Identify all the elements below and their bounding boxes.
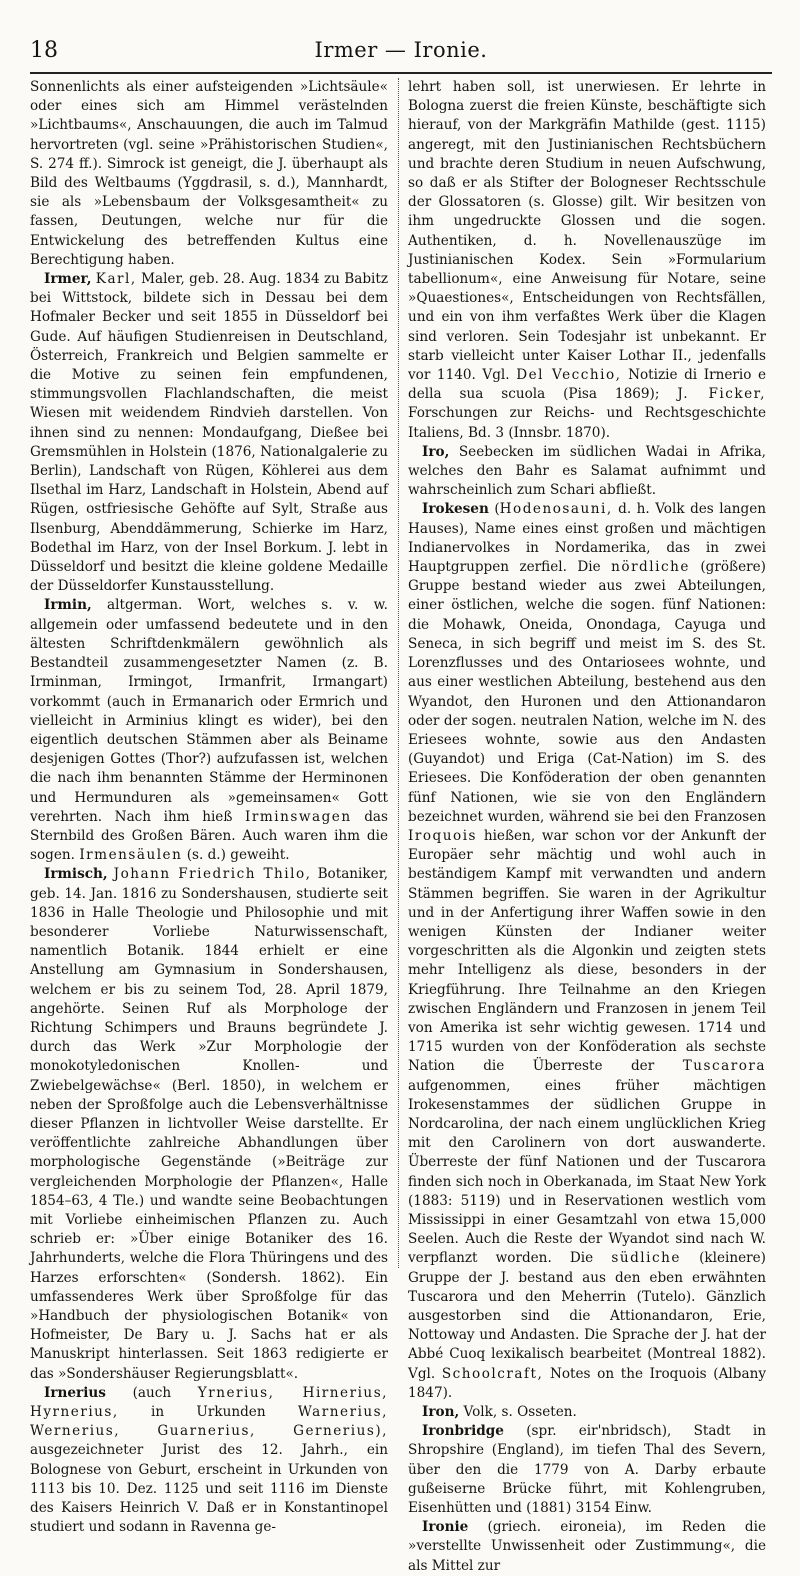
entry-continuation: Sonnenlichts als einer aufsteigenden »Lichtsäule« oder eines sich am Himmel verästelnden »Lichtbaums«, Anschauungen, die auch im Talmud hervortreten (vgl. seine »Prähistorischen Studien«, S. 274 ff.). Simrock ist geneigt, die J. überhaupt als Bild des Weltbaums (Yggdrasil, s. d.), Mannhardt, sie als »Lebensbaum der Volksgesamtheit« zu fassen, Deutungen, welche nur für die Entwickelung des betreffenden Kultus eine Berechtigung haben.	[30, 79, 388, 268]
right-column	[408, 78, 767, 1574]
headword: Irmisch,	[44, 866, 108, 883]
entry-irmer: Irmer, Karl, Maler, geb. 28. Aug. 1834 zu Babitz bei Wittstock, bildete sich in Dessau bei dem Hofmaler Becker und seit 1855 in Düsseldorf bei Gude. Auf häufigen Studienreisen in Deutschland, Österreich, Frankreich und Belgien sammelte er die Motive zu seinen fein empfundenen, stimmungsvollen Flachlandschaften, die meist Wiesen mit weidendem Rindvieh darstellen. Von ihnen sind zu nennen: Mondaufgang, Dießee bei Gremsmühlen in Holstein (1876, Nationalgalerie zu Berlin), Landschaft von Rügen, Köhlerei aus dem Ilsethal im Harz, Landschaft in Holstein, Abend auf Rügen, ostfriesische Gehöfte auf Sylt, Straße aus Ilsenburg, Abenddämmerung, Schierke im Harz, Bodethal im Harz, von der Insel Borkum. J. lebt in Düsseldorf und besitzt die kleine goldene Medaille der Düsseldorfer Kunstausstellung.	[30, 271, 388, 595]
entry-irnerius: Irnerius (auch Yrnerius, Hirnerius, Hyrnerius, in Urkunden Warnerius, Wernerius, Guarnerius, Gernerius), ausgezeichneter Jurist des 12. Jahrh., ein Bolognese von Geburt, erscheint in Urkunden von 1113 bis 10. Dez. 1125 und seit 1116 im Dienste des Kaisers Heinrich V. Daß er in Konstantinopel studiert und sodann in Ravenna ge-	[30, 1384, 388, 1536]
headword: Irmer,	[44, 271, 92, 288]
page-number: 18	[30, 38, 58, 63]
entry-iron: Iron, Volk, s. Osseten.	[422, 1404, 577, 1421]
headword: Iron,	[422, 1404, 460, 1421]
headword: Iro,	[422, 443, 450, 460]
running-title: Irmer — Ironie.	[314, 38, 488, 62]
header-rule	[30, 72, 772, 74]
entry-irmisch: Irmisch, Johann Friedrich Thilo, Botaniker, geb. 14. Jan. 1816 zu Sondershausen, studierte seit 1836 in Halle Theologie und Philosophie und mit besonderer Vorliebe Naturwissenschaft, namentlich Botanik. 1844 erhielt er eine Anstellung am Gymnasium in Sondershausen, welchem er bis zu seinem Tod, 28. April 1879, angehörte. Seinen Ruf als Morphologe der Richtung Schimpers und Brauns begründete J. durch das Werk »Zur Morphologie der monokotyledonischen Knollen- und Zwiebelgewächse« (Berl. 1850), in welchem er neben der Sproßfolge auch die Lebensverhältnisse dieser Pflanzen in lichtvoller Weise darstellte. Er veröffentlichte zahlreiche Abhandlungen über morphologische Gegenstände (»Beiträge zur vergleichenden Morphologie der Pflanzen«, Halle 1854–63, 4 Tle.) und wandte seine Beobachtungen mit Vorliebe einheimischen Pflanzen zu. Auch schrieb er: »Über einige Botaniker des 16. Jahrhunderts, welche die Flora Thüringens und des Harzes erforschten« (Sondersh. 1862). Ein umfassenderes Werk über Sproßfolge für das »Handbuch der physiologischen Botanik« von Hofmeister, De Bary u. J. Sachs hat er als Manuskript hinterlassen. Seit 1863 redigierte er das »Sondershäuser Regierungsblatt«.	[30, 866, 389, 1382]
headword: Irmin,	[44, 597, 92, 614]
column-divider	[398, 78, 399, 1268]
text-columns	[30, 78, 774, 1574]
headword: Irokesen	[422, 501, 489, 518]
headword: Ironbridge	[422, 1423, 504, 1440]
entry-irokesen: Irokesen (Hodenosauni, d. h. Volk des langen Hauses), Name eines einst großen und mächtigen Indianervolkes in Nordamerika, das in zwei Hauptgruppen zerfiel. Die nördliche (größere) Gruppe bestand wieder aus zwei Abteilungen, einer östlichen, welche die sogen. fünf Nationen: die Mohawk, Oneida, Onondaga, Cayuga und Seneca, in sich begriff und meist im S. des St. Lorenzflusses und des Ontariosees wohnte, und aus einer westlichen Abteilung, bestehend aus den Wyandot, den Huronen und den Attionandaron oder der sogen. neutralen Nation, welche im N. des Eriesees wohnte, sowie aus den Andasten (Guyandot) und Eriga (Cat-Nation) im S. des Eriesees. Die Konföderation der oben genannten fünf Nationen, wie sie von den Engländern bezeichnet wurden, während sie bei den Franzosen Iroquois hießen, war schon vor der Ankunft der Europäer sehr mächtig und wohl auch in beständigem Kampf mit verwandten und andern Stämmen begriffen. Sie waren in der Agrikultur und in der Anfertigung ihrer Waffen sowie in den wenigen Künsten der Indianer weiter vorgeschritten als die Algonkin und zeigten stets mehr Intelligenz als diese, besonders in der Kriegführung. Ihre Teilnahme an den Kriegen zwischen Engländern und Franzosen in jenem Teil von Amerika ist sehr wichtig gewesen. 1714 und 1715 wurden von der Konföderation als sechste Nation die Überreste der Tuscarora aufgenommen, eines früher mächtigen Irokesenstammes der südlichen Gruppe in Nordcarolina, der nach einem unglücklichen Krieg mit den Carolinern von dort auswanderte. Überreste der fünf Nationen und der Tuscarora finden sich noch in Oberkanada, im Staat New York (1883: 5119) und in Reservationen westlich vom Mississippi in einer Gesamtzahl von etwa 15,000 Seelen. Auch die Reste der Wyandot sind nach W. verpflanzt worden. Die südliche (kleinere) Gruppe der J. bestand aus den eben erwähnten Tuscarora und den Meherrin (Tutelo). Gänzlich ausgestorben sind die Attionandaron, Erie, Nottoway und Andasten. Die Sprache der J. hat der Abbé Cuoq lexikalisch bearbeitet (Montreal 1882). Vgl. Schoolcraft, Notes on the Iroquois (Albany 1847).	[408, 501, 767, 1401]
headword: Ironie	[422, 1519, 469, 1536]
headword: Irnerius	[44, 1384, 106, 1401]
entry-irmin: Irmin, altgerman. Wort, welches s. v. w. allgemein oder umfassend bedeutete und in den ältesten Schriftdenkmälern gewöhnlich als Bestandteil zusammengesetzter Namen (z. B. Irminman, Irmingot, Irmanfrit, Irmangart) vorkommt (auch in Ermanarich oder Ermrich und vielleicht in Arminius klingt es wider), bei den eigentlich deutschen Stämmen aber als Beiname desjenigen Gottes (Thor?) aufzufassen ist, welchen die nach ihm benannten Stämme der Herminonen und Hermunduren als »gemeinsamen« Gott verehrten. Nach ihm hieß Irminswagen das Sternbild des Großen Bären. Auch waren ihm die sogen. Irmensäulen (s. d.) geweiht.	[30, 597, 389, 864]
entry-continuation: lehrt haben soll, ist unerwiesen. Er lehrte in Bologna zuerst die freien Künste, beschäftigte sich hierauf, von der Markgräfin Mathilde (gest. 1115) angeregt, mit den Justinianischen Rechtsbüchern und brachte deren Studium in neuen Aufschwung, so daß er als Stifter der Bologneser Rechtsschule der Glossatoren (s. Glosse) gilt. Wir besitzen von ihm ungedruckte Glossen und die sogen. Authentiken, d. h. Novellenauszüge im Justinianischen Kodex. Sein »Formularium tabellionum«, eine Anweisung für Notare, seine »Quaestiones«, Entscheidungen von Rechtsfällen, und ein von ihm verfaßtes Werk über die Klagen sind verloren. Sein Todesjahr ist unbekannt. Er starb vielleicht unter Kaiser Lothar II., jedenfalls vor 1140. Vgl. Del Vecchio, Notizie di Irnerio e della sua scuola (Pisa 1869); J. Ficker, Forschungen zur Reichs- und Rechtsgeschichte Italiens, Bd. 3 (Innsbr. 1870).	[408, 79, 767, 441]
page-header	[30, 38, 772, 68]
entry-ironie: Ironie (griech. eironeia), im Reden die »verstellte Unwissenheit oder Zustimmung«, die als Mittel zur	[408, 1519, 766, 1574]
entry-iro: Iro, Seebecken im südlichen Wadai in Afrika, welches den Bahr es Salamat aufnimmt und wahrscheinlich zum Schari abfließt.	[408, 443, 766, 499]
left-column	[30, 78, 389, 1536]
entry-ironbridge: Ironbridge (spr. eir'nbridsch), Stadt in Shropshire (England), im tiefen Thal des Severn, über den die 1779 von A. Darby erbaute gußeiserne Brücke führt, mit Kohlengruben, Eisenhütten und (1881) 3154 Einw.	[408, 1423, 766, 1517]
